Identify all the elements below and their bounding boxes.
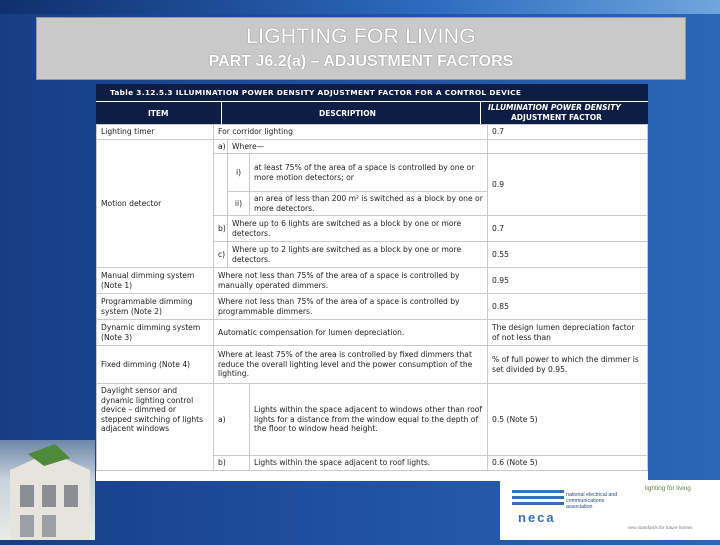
header-item-label: ITEM [148, 109, 169, 118]
row-description: Lights within the space adjacent to windows other than roof lights for a distance from the window equal to the depth of the floor to window head height. [250, 384, 488, 456]
sub-label: i) [228, 154, 250, 192]
row-item: Dynamic dimming system (Note 3) [97, 320, 214, 346]
row-description: For corridor lighting [214, 125, 488, 140]
sub-label: a) [214, 384, 250, 456]
table-caption: Table 3.12.5.3 ILLUMINATION POWER DENSITY ADJUSTMENT FACTOR FOR A CONTROL DEVICE [96, 84, 648, 101]
neca-stripes-icon [512, 488, 564, 508]
row-description: Where— [228, 139, 488, 154]
row-item: Programmable dimming system (Note 2) [97, 294, 214, 320]
row-factor: % of full power to which the dimmer is set divided by 0.95. [488, 346, 648, 384]
row-description: Where up to 2 lights are switched as a block by one or more detectors. [228, 242, 488, 268]
adjustment-factor-table [96, 84, 648, 481]
row-item: Motion detector [97, 139, 214, 268]
table-row [97, 320, 648, 346]
row-description: Where not less than 75% of the area of a space is controlled by manually operated dimmers. [214, 268, 488, 294]
row-item: Daylight sensor and dynamic lighting control device – dimmed or stepped switching of lights adjacent windows [97, 384, 214, 471]
neca-wordmark: neca [518, 510, 556, 525]
header-factor-line2: ADJUSTMENT FACTOR [511, 113, 602, 122]
table-body [96, 124, 648, 471]
row-description: Where at least 75% of the area is controlled by fixed dimmers that reduce the overall lighting level and the power consumption of the lighting. [214, 346, 488, 384]
header-factor [481, 102, 648, 124]
sub-label: ii) [228, 192, 250, 216]
row-description: Where up to 6 lights are switched as a block by one or more detectors. [228, 216, 488, 242]
lighting-for-living-logo: lighting for living [645, 485, 691, 492]
row-factor: 0.9 [488, 154, 648, 216]
table-row [97, 139, 648, 154]
header-item [96, 102, 221, 124]
table-row [97, 384, 648, 456]
sub-label: b) [214, 216, 228, 242]
row-factor: 0.95 [488, 268, 648, 294]
empty-cell [214, 154, 228, 216]
row-description: Where not less than 75% of the area of a space is controlled by programmable dimmers. [214, 294, 488, 320]
row-factor: 0.7 [488, 216, 648, 242]
row-factor: 0.7 [488, 125, 648, 140]
header-description [222, 102, 480, 124]
row-description: Lights within the space adjacent to roof lights. [250, 456, 488, 471]
row-item: Fixed dimming (Note 4) [97, 346, 214, 384]
top-gradient-strip [0, 0, 720, 14]
table-row [97, 268, 648, 294]
row-description: an area of less than 200 m² is switched as a block by one or more detectors. [250, 192, 488, 216]
slide-title-box [36, 17, 686, 80]
sub-label: a) [214, 139, 228, 154]
row-factor: 0.5 (Note 5) [488, 384, 648, 456]
table-row [97, 294, 648, 320]
row-description: Automatic compensation for lumen depreciation. [214, 320, 488, 346]
slide-subtitle: PART J6.2(a) – ADJUSTMENT FACTORS [208, 53, 514, 70]
row-item: Manual dimming system (Note 1) [97, 268, 214, 294]
header-factor-line1: ILLUMINATION POWER DENSITY [488, 103, 621, 112]
sponsor-logos [500, 480, 720, 540]
row-factor: 0.85 [488, 294, 648, 320]
table-row [97, 346, 648, 384]
row-item: Lighting timer [97, 125, 214, 140]
row-factor: The design lumen depreciation factor of not less than [488, 320, 648, 346]
sub-label: b) [214, 456, 250, 471]
lighting-for-living-tagline: new standards for future homes [628, 525, 693, 530]
sub-label: c) [214, 242, 228, 268]
neca-logo [508, 486, 620, 532]
header-description-label: DESCRIPTION [319, 109, 376, 118]
house-illustration-icon [0, 440, 95, 540]
house-photo [0, 440, 95, 540]
table-row [97, 125, 648, 140]
row-factor: 0.55 [488, 242, 648, 268]
neca-full-name: national electrical and communications association [566, 492, 618, 510]
row-description: at least 75% of the area of a space is controlled by one or more motion detectors; or [250, 154, 488, 192]
row-factor: 0.6 (Note 5) [488, 456, 648, 471]
slide-title: LIGHTING FOR LIVING [246, 25, 476, 48]
empty-cell [488, 139, 648, 154]
